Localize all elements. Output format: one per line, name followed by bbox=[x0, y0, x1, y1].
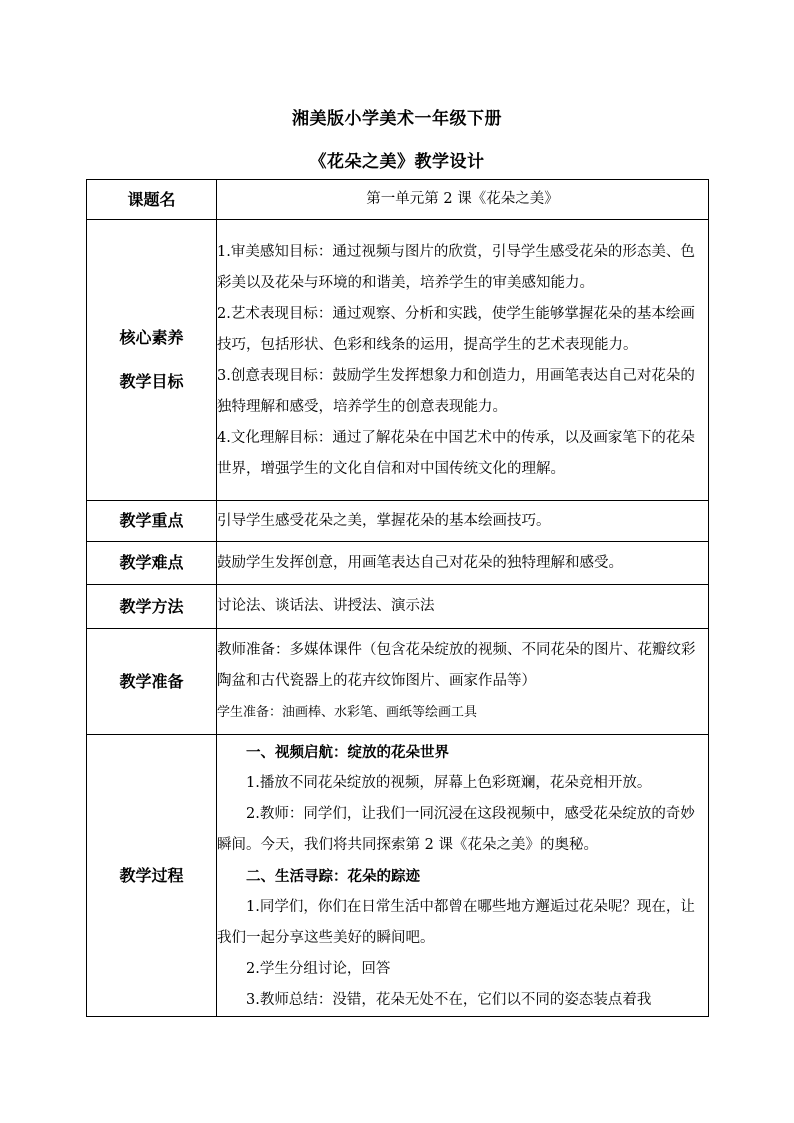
goals-label-line1: 核心素养 bbox=[119, 328, 184, 347]
table-row-key-point bbox=[87, 501, 709, 542]
student-preparation: 学生准备：油画棒、水彩笔、画纸等绘画工具 bbox=[217, 705, 478, 720]
process-step: 2.教师：同学们，让我们一同沉浸在这段视频中，感受花朵绽放的奇妙瞬间。今天，我们将共同探索第 2 课《花朵之美》的奥秘。 bbox=[217, 806, 695, 853]
goals-label bbox=[87, 220, 217, 501]
key-point-value: 引导学生感受花朵之美，掌握花朵的基本绘画技巧。 bbox=[217, 501, 709, 542]
process-content bbox=[217, 735, 709, 1017]
method-label: 教学方法 bbox=[87, 585, 217, 629]
goals-label-line2: 教学目标 bbox=[119, 372, 184, 391]
lesson-plan-table bbox=[86, 179, 709, 1017]
difficulty-label: 教学难点 bbox=[87, 542, 217, 585]
teacher-preparation: 教师准备：多媒体课件（包含花朵绽放的视频、不同花朵的图片、花瓣纹彩陶盆和古代瓷器上的花卉纹饰图片、画家作品等） bbox=[217, 642, 696, 689]
document-title: 湘美版小学美术一年级下册 bbox=[292, 109, 502, 129]
process-step: 1.播放不同花朵绽放的视频，屏幕上色彩斑斓，花朵竞相开放。 bbox=[246, 775, 652, 791]
preparation-content bbox=[217, 629, 709, 735]
table-row-difficulty bbox=[87, 542, 709, 585]
table-row-lesson-name bbox=[87, 180, 709, 220]
lesson-name-value: 第一单元第 2 课《花朵之美》 bbox=[217, 180, 709, 220]
goals-content bbox=[217, 220, 709, 501]
key-point-label: 教学重点 bbox=[87, 501, 217, 542]
goal-item: 2.艺术表现目标：通过观察、分析和实践，使学生能够掌握花朵的基本绘画技巧，包括形状、色彩和线条的运用，提高学生的艺术表现能力。 bbox=[217, 306, 695, 353]
table-row-preparation bbox=[87, 629, 709, 735]
process-step: 1.同学们，你们在日常生活中都曾在哪些地方邂逅过花朵呢？现在，让我们一起分享这些美好的瞬间吧。 bbox=[217, 899, 695, 946]
preparation-label: 教学准备 bbox=[87, 629, 217, 735]
table-row-method bbox=[87, 585, 709, 629]
difficulty-value: 鼓励学生发挥创意，用画笔表达自己对花朵的独特理解和感受。 bbox=[217, 542, 709, 585]
goal-item: 4.文化理解目标：通过了解花朵在中国艺术中的传承，以及画家笔下的花朵世界，增强学生的文化自信和对中国传统文化的理解。 bbox=[217, 430, 695, 477]
table-row-goals bbox=[87, 220, 709, 501]
document-subtitle: 《花朵之美》教学设计 bbox=[309, 152, 485, 172]
goal-item: 3.创意表现目标：鼓励学生发挥想象力和创造力，用画笔表达自己对花朵的独特理解和感受，培养学生的创意表现能力。 bbox=[217, 368, 695, 415]
process-section-heading: 一、视频启航：绽放的花朵世界 bbox=[246, 744, 449, 761]
table-row-process bbox=[87, 735, 709, 1017]
process-step: 3.教师总结：没错，花朵无处不在，它们以不同的姿态装点着我 bbox=[246, 992, 652, 1008]
goal-item: 1.审美感知目标：通过视频与图片的欣赏，引导学生感受花朵的形态美、色彩美以及花朵与环境的和谐美，培养学生的审美感知能力。 bbox=[217, 244, 695, 291]
method-value: 讨论法、谈话法、讲授法、演示法 bbox=[217, 585, 709, 629]
process-section-heading: 二、生活寻踪：花朵的踪迹 bbox=[246, 868, 420, 885]
process-step: 2.学生分组讨论，回答 bbox=[246, 961, 391, 977]
lesson-name-label: 课题名 bbox=[87, 180, 217, 220]
process-label: 教学过程 bbox=[87, 735, 217, 1017]
